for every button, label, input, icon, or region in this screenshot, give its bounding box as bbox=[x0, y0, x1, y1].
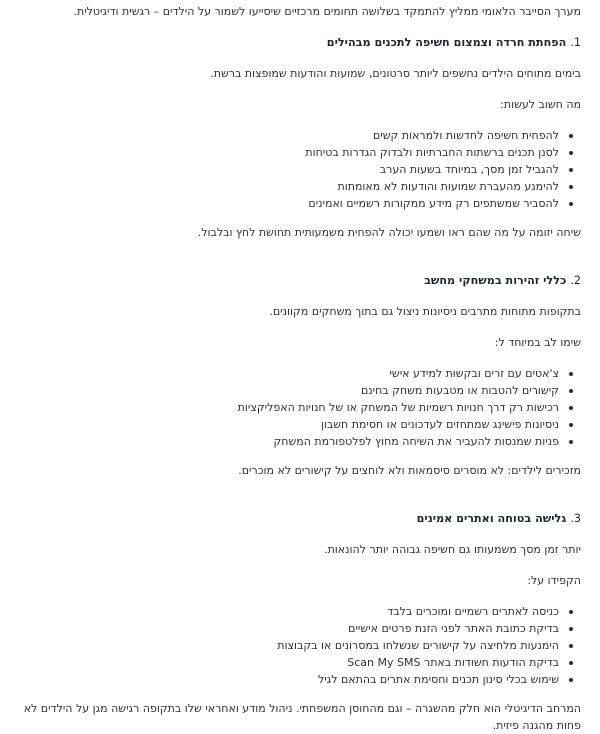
section-closing: המרחב הדיגיטלי הוא חלק מהשגרה – וגם מהחוסן המשפחתי. ניהול מודע ואחראי שלו בתקופה רגישה מגן על הילדים לא פחות מהגנה פיזית. bbox=[23, 702, 581, 732]
section-3 bbox=[15, 510, 581, 734]
section-heading bbox=[15, 34, 581, 51]
section-paragraph: יותר זמן מסך משמעותו גם חשיפה גבוהה יותר להונאות. bbox=[324, 543, 581, 556]
section-2 bbox=[15, 272, 581, 479]
list-item: בדיקת כתובת האתר לפני הזנת פרטים אישיים bbox=[15, 620, 559, 637]
list-title: מה חשוב לעשות: bbox=[500, 98, 581, 111]
bullet-list bbox=[15, 127, 581, 212]
section-title: גלישה בטוחה ואתרים אמינים bbox=[416, 512, 567, 525]
list-item: להפחית חשיפה לחדשות ולמראות קשים bbox=[15, 127, 559, 144]
list-item: כניסה לאתרים רשמיים ומוכרים בלבד bbox=[15, 603, 559, 620]
list-item: ניסיונות פישינג שמתחזים לעדכונים או חסימת חשבון bbox=[15, 416, 559, 433]
section-title: הפחתת חרדה וצמצום חשיפה לתכנים מבהילים bbox=[326, 36, 567, 49]
section-paragraph: בתקופות מתוחות מתרבים ניסיונות ניצול גם בתוך משחקים מקוונים. bbox=[269, 305, 581, 318]
list-item: להסביר שמשתפים רק מידע ממקורות רשמיים ואמינים bbox=[15, 195, 559, 212]
list-item: להגביל זמן מסך, במיוחד בשעות הערב bbox=[15, 161, 559, 178]
list-item: קישורים להטבות או מטבעות משחק בחינם bbox=[15, 382, 559, 399]
bullet-list bbox=[15, 365, 581, 450]
section-paragraph: בימים מתוחים הילדים נחשפים ליותר סרטונים, שמועות והודעות שמופצות ברשת. bbox=[210, 67, 581, 80]
list-item: לסנן תכנים ברשתות החברתיות ולבדוק הגדרות בטיחות bbox=[15, 144, 559, 161]
list-item: להימנע מהעברת שמועות והודעות לא מאומתות bbox=[15, 178, 559, 195]
list-title: הקפידו על: bbox=[527, 574, 581, 587]
article-body bbox=[15, 0, 581, 734]
bullet-list bbox=[15, 603, 581, 688]
list-item: שימוש בכלי סינון תכנים וחסימת אתרים בהתאם לגיל bbox=[15, 671, 559, 688]
section-heading bbox=[15, 510, 581, 527]
list-item: הימנעות מלחיצה על קישורים שנשלחו במסרונים או בקבוצות bbox=[15, 637, 559, 654]
list-item: צ'אטים עם זרים ובקשות למידע אישי bbox=[15, 365, 559, 382]
section-number: 2. bbox=[570, 274, 581, 287]
section-heading bbox=[15, 272, 581, 289]
section-closing: מזכירים לילדים: לא מוסרים סיסמאות ולא לוחצים על קישורים לא מוכרים. bbox=[238, 464, 581, 477]
list-item: פניות שמנסות להעביר את השיחה מחוץ לפלטפורמת המשחק bbox=[15, 433, 559, 450]
section-number: 3. bbox=[570, 512, 581, 525]
section-1 bbox=[15, 34, 581, 241]
section-title: כללי זהירות במשחקי מחשב bbox=[424, 274, 567, 287]
section-closing: שיחה יזומה על מה שהם ראו ושמעו יכולה להפחית משמעותית תחושת לחץ ובלבול. bbox=[197, 226, 581, 239]
list-item: רכישות רק דרך חנויות רשמיות של המשחק או של חנויות האפליקציות bbox=[15, 399, 559, 416]
intro-paragraph: מערך הסייבר הלאומי ממליץ להתמקד בשלושה תחומים מרכזיים שיסייעו לשמור על הילדים – רגשית ודיגיטלית. bbox=[73, 5, 581, 18]
list-title: שימו לב במיוחד ל: bbox=[494, 336, 581, 349]
section-number: 1. bbox=[570, 36, 581, 49]
list-item: בדיקת הודעות חשודות באתר Scan My SMS bbox=[15, 654, 559, 671]
